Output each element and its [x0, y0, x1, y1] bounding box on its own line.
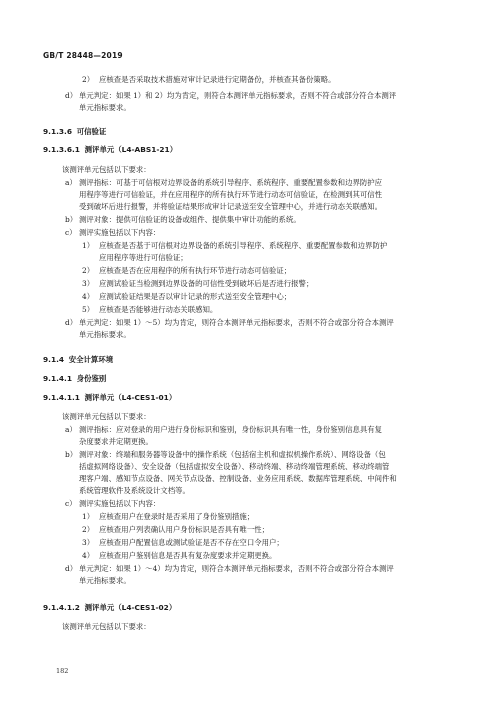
section-number: 9.1.4 [43, 355, 65, 364]
section-heading [43, 127, 106, 137]
item-marker: d） [65, 91, 78, 100]
item-text-continued: 括虚拟网络设备）、安全设备（包括虚拟安全设备）、移动终端、移动终端管理系统、移动终端管 [79, 462, 390, 471]
list-item [82, 241, 387, 251]
item-text-continued: 系统管理软件及系统设计文档等。 [79, 486, 190, 495]
list-item [82, 525, 269, 535]
list-item [65, 215, 301, 225]
paragraph: 该测评单元包括以下要求： [62, 412, 151, 421]
item-text: 应核查用户在登录时是否采用了身份鉴别措施； [99, 512, 255, 521]
item-marker: 2） [82, 525, 95, 534]
item-text: 测评实施包括以下内容： [79, 228, 161, 237]
item-text-continued: 受到破坏后进行报警，并将验证结果形成审计记录送至安全管理中心，并进行动态关联感知。 [79, 202, 383, 211]
section-number: 9.1.3.6 [43, 127, 72, 136]
list-item [65, 318, 394, 328]
section-title: 测评单元（L4-CES1-01） [84, 393, 177, 402]
list-item [82, 538, 284, 548]
item-marker: 1） [82, 512, 95, 521]
section-heading [43, 374, 106, 384]
standard-id: GB/T 28448—2019 [43, 51, 123, 60]
section-heading [43, 145, 177, 155]
paragraph: 该测评单元包括以下要求： [62, 165, 151, 174]
item-marker: c） [65, 499, 77, 508]
item-marker: 2） [82, 266, 95, 275]
item-text: 测评实施包括以下内容： [79, 499, 161, 508]
item-text: 应核查是否能够进行动态关联感知。 [99, 305, 218, 314]
item-text: 应核查用户配置信息或测试验证是否不存在空口令用户； [99, 538, 284, 547]
item-marker: 4） [82, 292, 95, 301]
item-text: 应核查是否在应用程序的所有执行环节进行动态可信验证； [99, 266, 292, 275]
section-number: 9.1.4.1 [43, 374, 72, 383]
item-text-continued: 杂度要求并定期更换。 [79, 437, 153, 446]
section-title: 测评单元（L4-CES1-02） [84, 603, 177, 612]
item-marker: b） [65, 450, 78, 459]
list-item [82, 266, 291, 276]
item-marker: d） [65, 564, 78, 573]
item-text: 测评对象：终端和服务器等设备中的操作系统（包括宿主机和虚拟机操作系统）、网络设备（包 [79, 450, 386, 459]
list-item [82, 279, 313, 289]
item-text-continued: 用程序等进行可信验证，并在应用程序的所有执行环节进行动态可信验证，在检测到其可信性 [79, 190, 383, 199]
item-text: 测评对象：提供可信验证的设备或组件、提供集中审计功能的系统。 [79, 215, 301, 224]
list-item [82, 292, 291, 302]
list-item [82, 75, 336, 85]
section-heading [43, 603, 176, 613]
list-item [65, 178, 382, 188]
item-marker: a） [65, 178, 77, 187]
item-marker: 5） [82, 305, 95, 314]
section-heading [43, 355, 113, 365]
item-marker: 3） [82, 538, 95, 547]
item-text-continued: 单元指标要求。 [79, 330, 131, 339]
item-text: 应核查用户列表确认用户身份标识是否具有唯一性； [99, 525, 269, 534]
item-text: 应核查是否基于可信根对边界设备的系统引导程序、系统程序、重要配置参数和边界防护 [99, 241, 388, 250]
section-title: 可信验证 [76, 127, 107, 136]
item-text: 应核查是否采取技术措施对审计记录进行定期备份，并核查其备份策略。 [99, 75, 336, 84]
section-number: 9.1.3.6.1 [43, 145, 80, 154]
list-item [65, 228, 160, 238]
item-text: 测评指标：可基于可信根对边界设备的系统引导程序、系统程序、重要配置参数和边界防护应 [79, 178, 383, 187]
item-text: 应测试验证当检测到边界设备的可信性受到破坏后是否进行报警； [99, 279, 314, 288]
section-title: 测评单元（L4-ABS1-21） [84, 145, 178, 154]
item-marker: 3） [82, 279, 95, 288]
list-item [82, 305, 217, 315]
item-text-continued: 理客户端、感知节点设备、网关节点设备、控制设备、业务应用系统、数据库管理系统、中间件和 [79, 474, 397, 483]
list-item [65, 450, 386, 460]
paragraph: 该测评单元包括以下要求： [62, 622, 151, 631]
list-item [65, 91, 396, 101]
item-text: 单元判定：如果 1）～4）均为肯定，则符合本测评单元指标要求，否则不符合或部分符合本测评 [79, 564, 394, 573]
item-text: 应测试验证结果是否以审计记录的形式送至安全管理中心； [99, 292, 292, 301]
section-title: 安全计算环境 [68, 355, 114, 364]
item-marker: b） [65, 215, 78, 224]
item-text: 应核查用户鉴别信息是否具有复杂度要求并定期更换。 [99, 551, 277, 560]
item-marker: 4） [82, 551, 95, 560]
item-marker: 2） [82, 75, 95, 84]
list-item [65, 564, 394, 574]
item-text-continued: 单元指标要求。 [79, 576, 131, 585]
section-heading [43, 393, 176, 403]
item-text-continued: 应用程序等进行可信验证； [99, 253, 188, 262]
section-number: 9.1.4.1.1 [43, 393, 80, 402]
list-item [82, 512, 254, 522]
section-number: 9.1.4.1.2 [43, 603, 80, 612]
page-number: 182 [56, 667, 69, 675]
item-text: 测评指标：应对登录的用户进行身份标识和鉴别，身份标识具有唯一性，身份鉴别信息具有复 [79, 425, 383, 434]
item-marker: d） [65, 318, 78, 327]
list-item [65, 499, 160, 509]
section-title: 身份鉴别 [76, 374, 107, 383]
list-item [82, 551, 276, 561]
list-item [65, 425, 382, 435]
item-text: 单元判定：如果 1）和 2）均为肯定，则符合本测评单元指标要求，否则不符合或部分符合本测评 [79, 91, 397, 100]
item-marker: c） [65, 228, 77, 237]
item-marker: a） [65, 425, 77, 434]
item-marker: 1） [82, 241, 95, 250]
item-text: 单元判定：如果 1）～5）均为肯定，则符合本测评单元指标要求，否则不符合或部分符合本测评 [79, 318, 394, 327]
item-text-continued: 单元指标要求。 [79, 103, 131, 112]
